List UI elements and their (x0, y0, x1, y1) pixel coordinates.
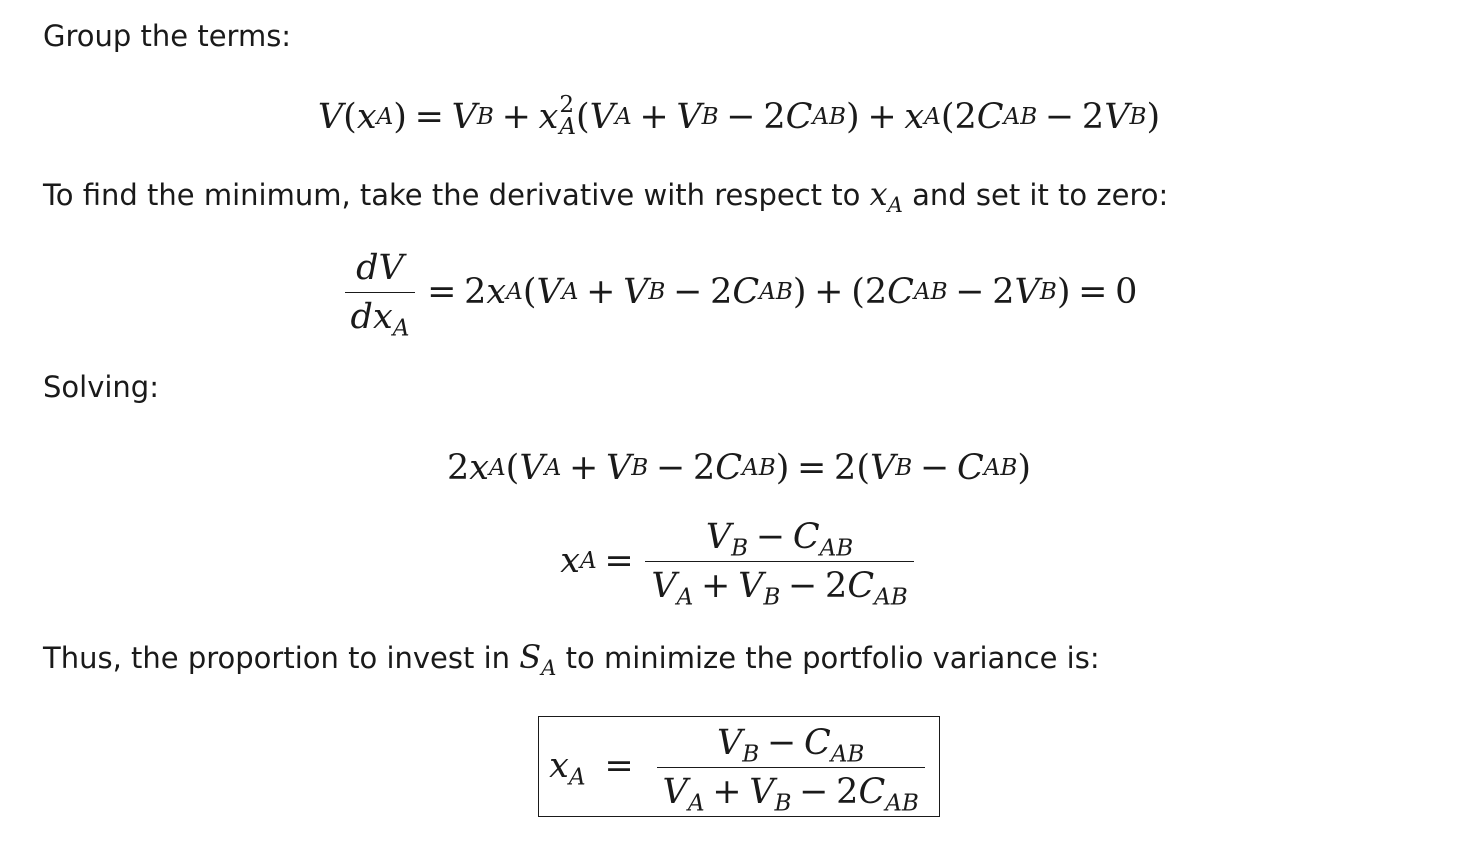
fraction-solution: $\frac{V_B - C_{AB}}{V_A + V_B - 2C_{AB}}$ (645, 517, 913, 606)
inline-variable: $S_A$ (519, 638, 557, 680)
equation-variance-grouped: V ( x A ) = V B + x 2 A ( V A + V B − 2 C AB ) + x A ( 2 C AB − 2 V B ) (317, 92, 1161, 140)
paragraph-text-before: To find the minimum, take the derivative with respect to (43, 178, 861, 212)
inline-variable: $x_A$ (869, 175, 903, 217)
paragraph-text-after: and set it to zero: (912, 178, 1169, 212)
fraction-dV-dxA: $\frac{dV}{dx_A}$ (345, 248, 416, 337)
equation-derivative: $\frac{dV}{dx_A}$ = 2 x A ( V A + V B − 2 C AB ) + ( 2 C AB − 2 V B ) = 0 (0, 246, 1478, 338)
paragraph-group-terms (43, 18, 291, 54)
paragraph-text: Group the terms: (43, 19, 292, 53)
paragraph-text-after: to minimize the portfolio variance is: (565, 641, 1100, 675)
paragraph-derivative-intro (43, 175, 1169, 217)
fraction-result: $\frac{V_B - C_{AB}}{V_A + V_B - 2C_{AB}}$ (657, 723, 925, 812)
equation-boxed-result (0, 713, 1478, 819)
paragraph-conclusion (43, 638, 1100, 680)
paragraph-text: Solving: (43, 370, 159, 404)
equation-solving-step: 2 x A ( V A + V B − 2 C AB ) = 2 ( V B − C AB ) (446, 448, 1032, 488)
result-box: $x_A$ = $\frac{V_B - C_{AB}}{V_A + V_B - 2C_{AB}}$ (538, 716, 940, 817)
paragraph-solving (43, 369, 159, 405)
equation-xA-solution: x A = $\frac{V_B - C_{AB}}{V_A + V_B - 2C_{AB}}$ (0, 514, 1478, 608)
paragraph-text-before: Thus, the proportion to invest in (43, 641, 511, 675)
